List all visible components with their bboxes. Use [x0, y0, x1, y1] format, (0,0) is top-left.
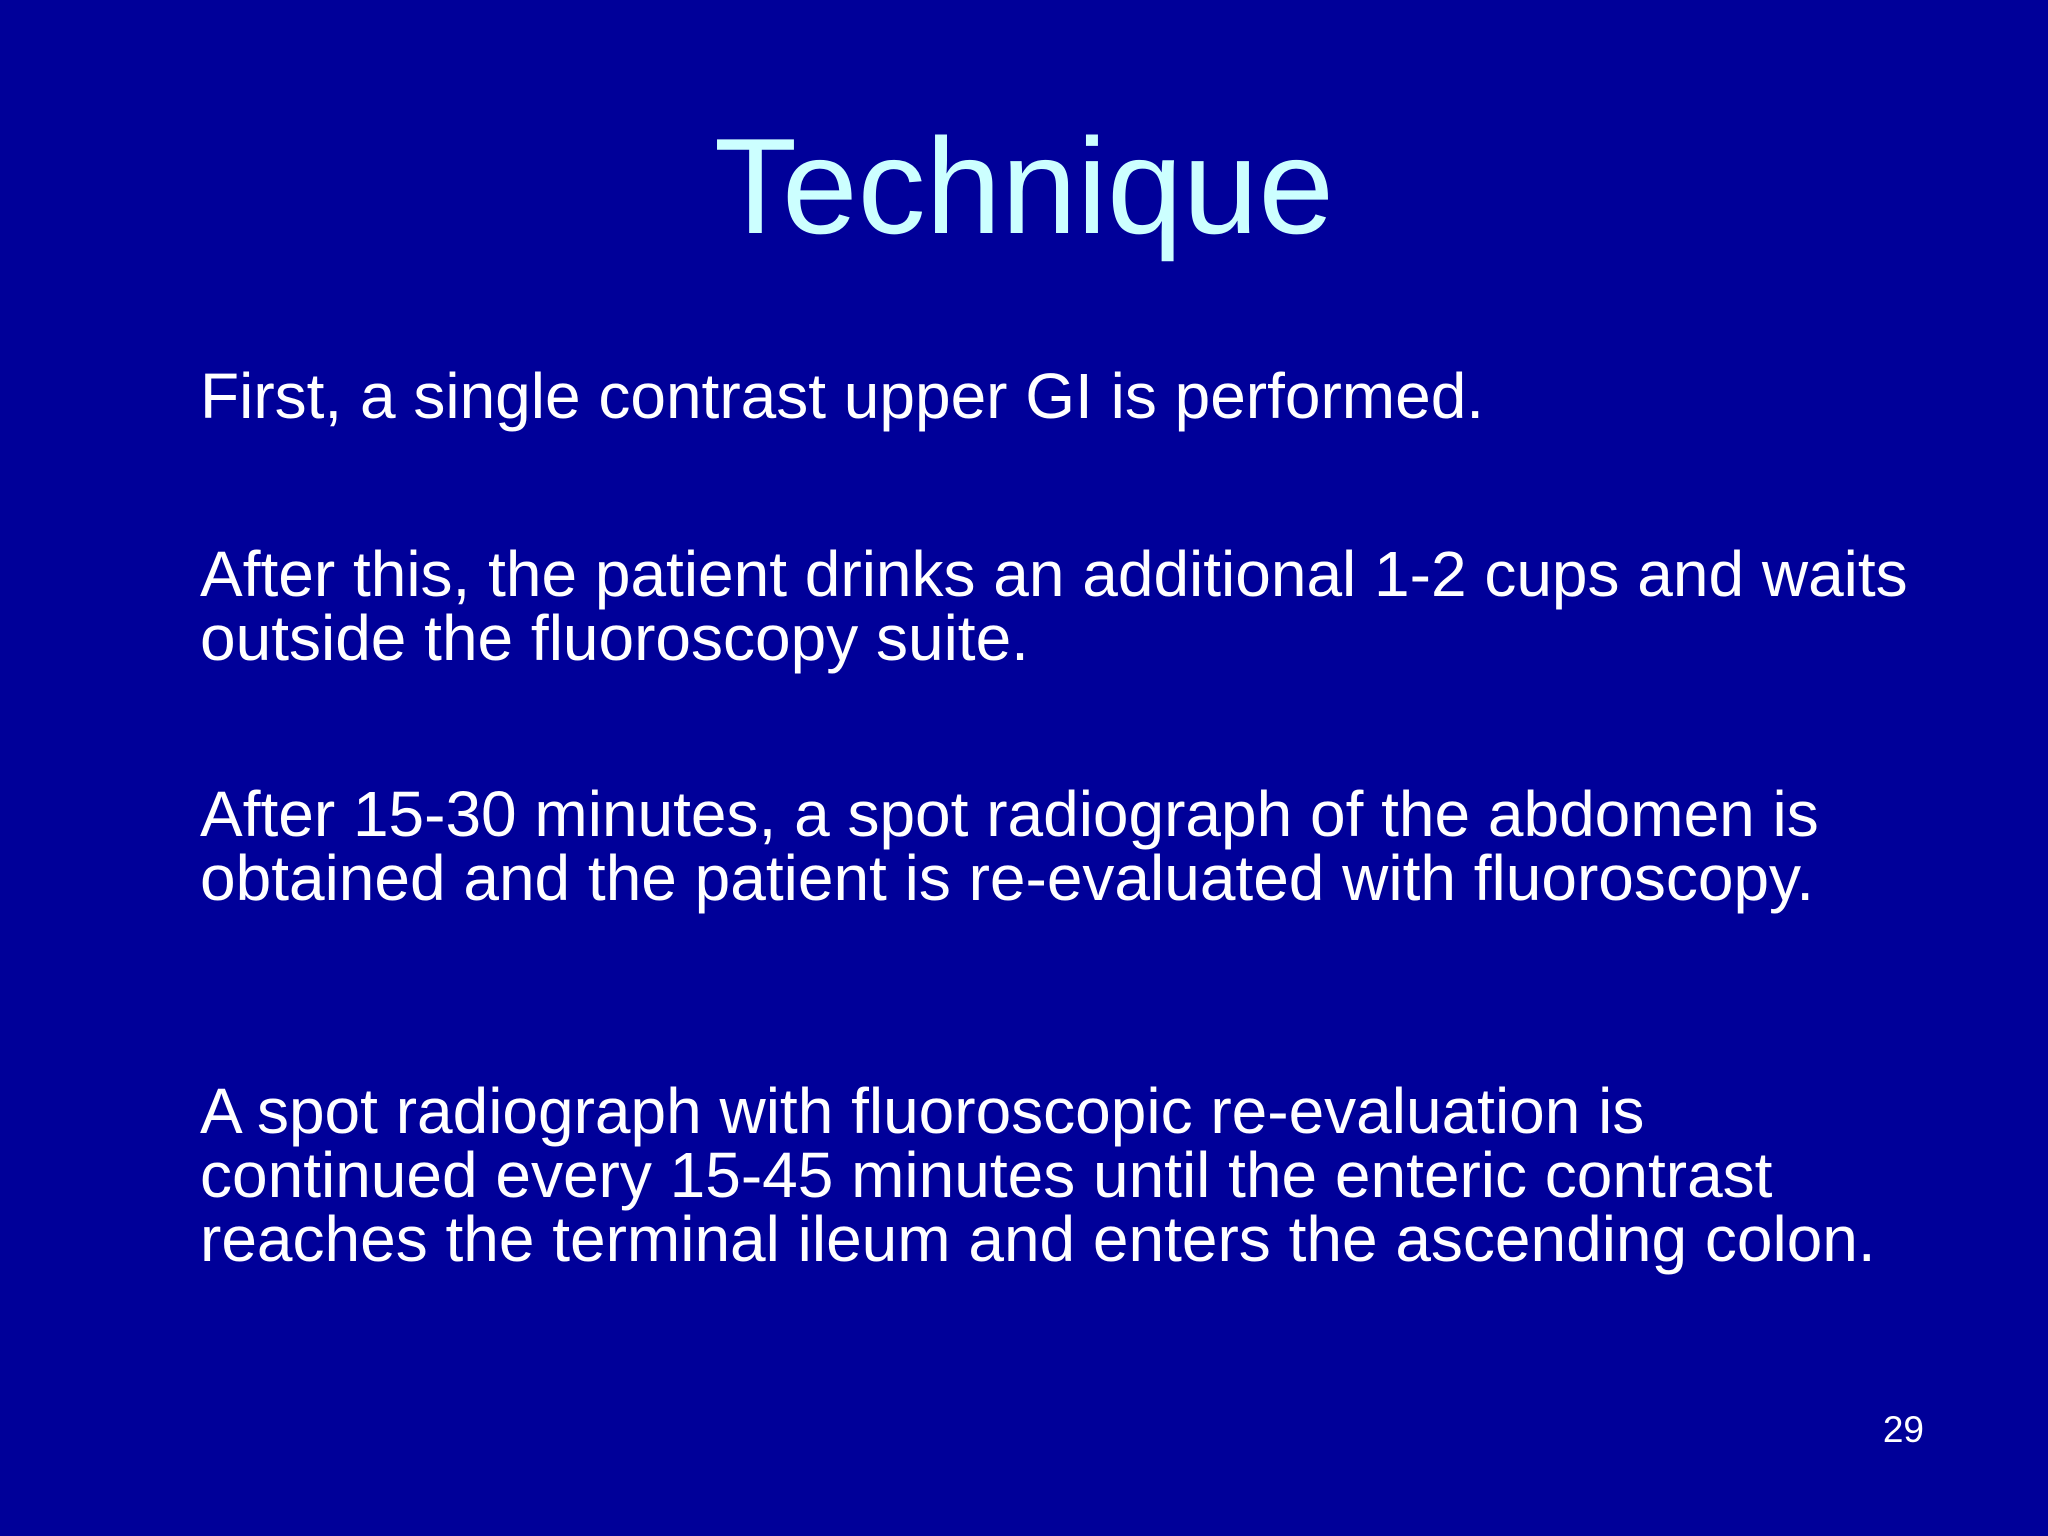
paragraph-4: A spot radiograph with fluoroscopic re-evaluation is continued every 15-45 minutes until the enteric contrast reaches the terminal ileum and enters the ascending colon. [200, 1075, 1876, 1275]
paragraph-1: First, a single contrast upper GI is performed. [200, 360, 1485, 432]
paragraph-2: After this, the patient drinks an additional 1-2 cups and waits outside the fluoroscopy suite. [200, 538, 1908, 674]
slide-title: Technique [713, 110, 1335, 262]
slide-number: 29 [1882, 1409, 1924, 1450]
paragraph-3: After 15-30 minutes, a spot radiograph of the abdomen is obtained and the patient is re-evaluated with fluoroscopy. [200, 778, 1819, 914]
